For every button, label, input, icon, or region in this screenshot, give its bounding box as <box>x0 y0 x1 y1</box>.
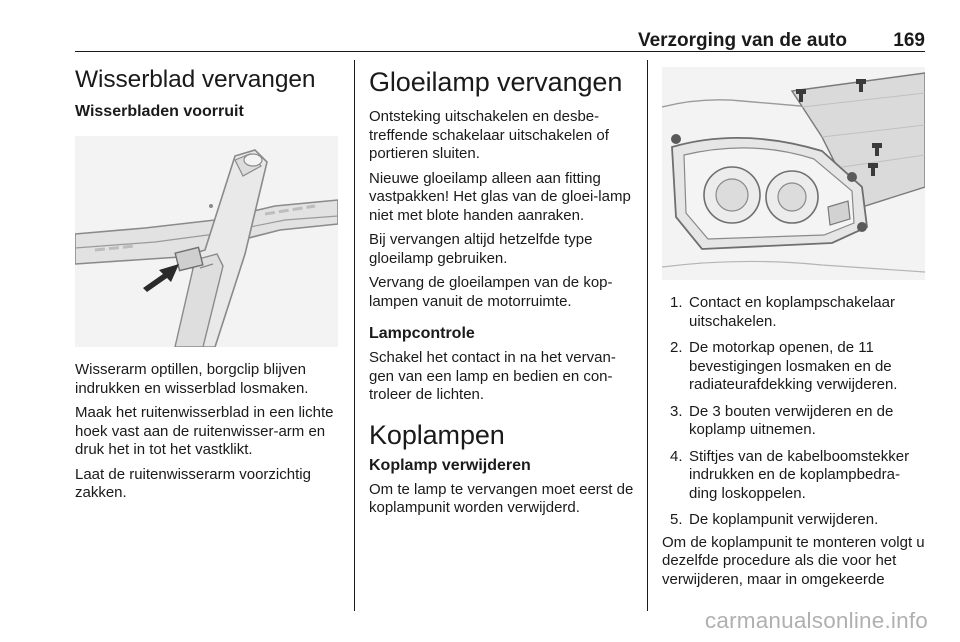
list-item <box>662 339 927 395</box>
paragraph: Schakel het contact in na het vervan-gen van een lamp en bedien en con-troleer de lichten. <box>369 349 616 403</box>
column-divider <box>354 60 355 611</box>
paragraph: Wisserarm optillen, borgclip blijven indrukken en wisserblad losmaken. <box>75 361 309 397</box>
paragraph: Bij vervangen altijd hetzelfde type gloeilamp gebruiken. <box>369 231 593 267</box>
paragraph: Om te lamp te vervangen moet eerst de koplampunit worden verwijderd. <box>369 480 634 516</box>
column-steps <box>662 64 927 589</box>
page-header <box>75 28 925 52</box>
column-bulb <box>369 64 634 518</box>
step-number: 2. <box>670 339 683 356</box>
paragraph: Om de koplampunit te monteren volgt u dezelfde procedure als die voor het verwijderen, maar in omgekeerde <box>662 533 925 588</box>
list-item <box>662 448 927 504</box>
list-item <box>662 294 927 331</box>
column-divider <box>647 60 648 611</box>
step-number: 3. <box>670 402 683 420</box>
column-wiper <box>75 64 340 503</box>
list-item <box>662 403 927 440</box>
step-number: 1. <box>670 294 683 311</box>
subheading-lamp-check: Lampcontrole <box>369 325 475 342</box>
page-number: 169 <box>893 30 925 51</box>
paragraph: Vervang de gloeilampen van de kop-lampen vanuit de motorruimte. <box>369 274 613 310</box>
paragraph: Ontsteking uitschakelen en desbe-treffende schakelaar uitschakelen of portieren sluiten. <box>369 108 609 162</box>
subheading-windscreen-wipers: Wisserbladen voorruit <box>75 103 244 120</box>
heading-bulb: Gloeilamp vervangen <box>369 67 623 97</box>
paragraph: Maak het ruitenwisserblad in een lichte hoek vast aan de ruitenwisser-arm en druk het in tot het vastklikt. <box>75 404 334 458</box>
step-number: 4. <box>670 447 683 465</box>
heading-wiper: Wisserblad vervangen <box>75 66 316 93</box>
step-text: De 3 bouten verwijderen en de koplamp uitnemen. <box>689 402 894 438</box>
step-text: Contact en koplampschakelaar uitschakelen. <box>689 294 895 330</box>
watermark: carmanualsonline.info <box>704 608 928 633</box>
subheading-headlamp-removal: Koplamp verwijderen <box>369 456 531 474</box>
heading-headlamps: Koplampen <box>369 419 505 450</box>
step-number: 5. <box>670 511 683 528</box>
step-text: Stiftjes van de kabelboomstekker indrukken en de koplampbedra-ding loskoppelen. <box>689 447 910 502</box>
step-text: De motorkap openen, de 11 bevestigingen losmaken en de radiateurafdekking verwijderen. <box>689 339 898 393</box>
paragraph: Nieuwe gloeilamp alleen aan fitting vastpakken! Het glas van de gloei-lamp niet met blote handen aanraken. <box>369 169 631 224</box>
section-title: Verzorging van de auto <box>637 30 847 51</box>
wiper-illustration <box>75 136 338 347</box>
headlamp-illustration <box>662 67 925 280</box>
paragraph: Laat de ruitenwisserarm voorzichtig zakken. <box>75 465 311 501</box>
list-item <box>662 511 927 530</box>
steps-list <box>662 294 927 530</box>
step-text: De koplampunit verwijderen. <box>689 511 879 528</box>
